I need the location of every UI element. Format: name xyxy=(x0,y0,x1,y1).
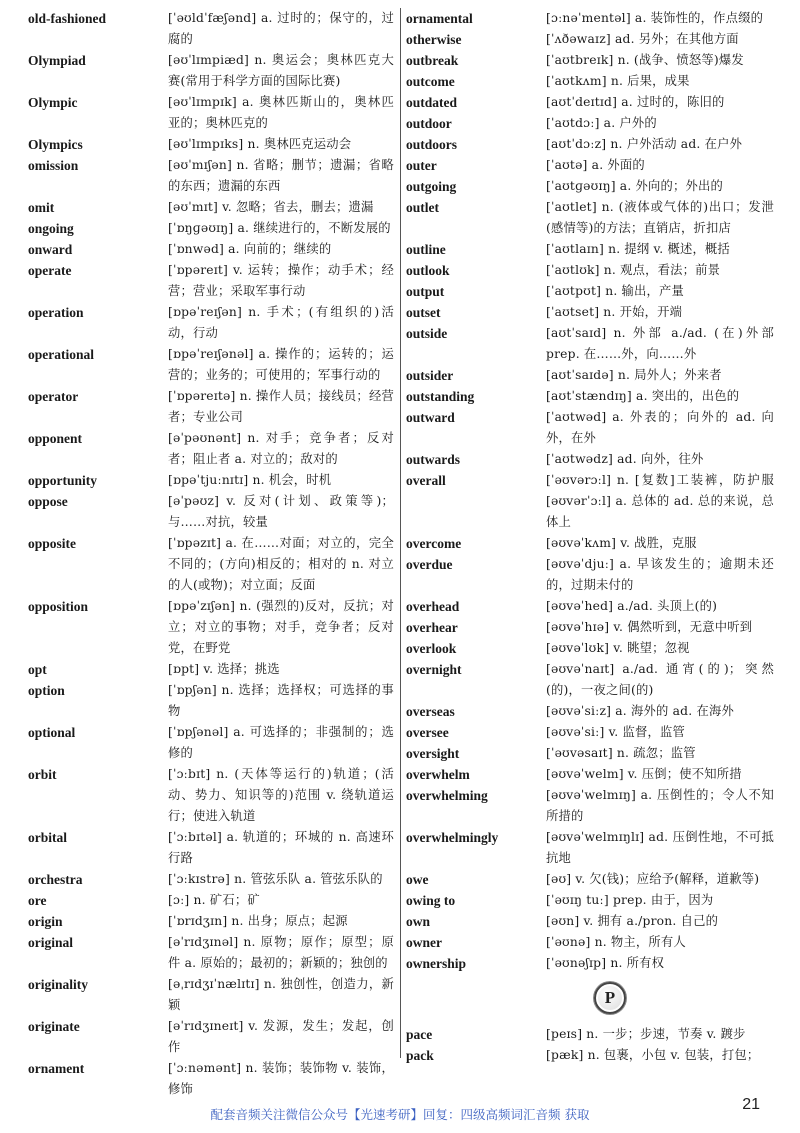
definition: [əˌrɪdʒɪˈnælɪtɪ] n. 独创性，创造力，新颖 xyxy=(168,977,394,1012)
dictionary-entry xyxy=(406,701,774,722)
headword: overwhelmingly xyxy=(406,830,499,845)
dictionary-entry xyxy=(406,197,774,239)
definition: [ɒpəˈtjuːnɪtɪ] n. 机会，时机 xyxy=(168,473,332,487)
headword: orchestra xyxy=(28,872,83,887)
headword: operation xyxy=(28,305,84,320)
definition: [ˈʌðəwaɪz] ad. 另外；在其他方面 xyxy=(546,32,739,46)
definition: [aʊtˈdɔːz] n. 户外活动 ad. 在户外 xyxy=(546,137,743,151)
dictionary-entry xyxy=(28,428,394,470)
headword: output xyxy=(406,284,445,299)
definition: [ˈaʊtpʊt] n. 输出，产量 xyxy=(546,284,685,298)
headword: outdated xyxy=(406,95,458,110)
dictionary-entry xyxy=(406,932,774,953)
definition: [ɒpəˈreɪʃən] n. 手术；(有组织的)活动，行动 xyxy=(168,305,394,340)
dictionary-entry xyxy=(406,722,774,743)
definition: [əʊˈlɪmpiæd] n. 奥运会；奥林匹克大赛(常用于科学方面的国际比赛) xyxy=(168,53,394,88)
dictionary-entry xyxy=(28,470,394,491)
definition: [əʊvəˈwelmɪŋ] a. 压倒性的；令人不知所措的 xyxy=(546,788,774,823)
definition: [əʊvəˈhed] a./ad. 头顶上(的) xyxy=(546,599,718,613)
dictionary-entry xyxy=(28,764,394,827)
definition: [ˈəʊɪŋ tuː] prep. 由于，因为 xyxy=(546,893,714,907)
headword: originate xyxy=(28,1019,80,1034)
definition: [ˈəʊldˈfæʃənd] a. 过时的；保守的，过腐的 xyxy=(168,11,394,46)
dictionary-entry xyxy=(28,50,394,92)
section-letter-badge: P xyxy=(594,982,626,1014)
headword: outward xyxy=(406,410,455,425)
definition: [əʊˈmɪʃən] n. 省略；删节；遗漏；省略的东西；遗漏的东西 xyxy=(168,158,394,193)
headword: outgoing xyxy=(406,179,457,194)
definition: [əʊvəˈsiː] v. 监督，监管 xyxy=(546,725,685,739)
dictionary-entry xyxy=(28,869,394,890)
headword: opponent xyxy=(28,431,83,446)
definition: [ˈaʊtə] a. 外面的 xyxy=(546,158,645,172)
definition: [əʊvəˈnaɪt] a./ad. 通宵(的)；突然(的)，一夜之间(的) xyxy=(546,662,774,697)
definition: [ˈɒpəzɪt] a. 在……对面；对立的，完全不同的；(方向)相反的；相对的 n. 对立的人(或物)；对立面；反面 xyxy=(168,536,394,592)
headword: ornamental xyxy=(406,11,473,26)
headword: overseas xyxy=(406,704,455,719)
headword: owe xyxy=(406,872,429,887)
dictionary-entry xyxy=(406,92,774,113)
definition: [ˈaʊtlʊk] n. 观点，看法；前景 xyxy=(546,263,721,277)
dictionary-entry xyxy=(406,638,774,659)
headword: oversee xyxy=(406,725,449,740)
definition: [ˈaʊtwəd] a. 外表的；向外的 ad. 向外，在外 xyxy=(546,410,774,445)
definition: [ˈɒpəreɪt] v. 运转；操作；动手术；经营；营业；采取军事行动 xyxy=(168,263,394,298)
definition: [əˈrɪdʒɪnəl] n. 原物；原作；原型；原件 a. 原始的；最初的；新颖的；独创的 xyxy=(168,935,394,970)
dictionary-entry xyxy=(406,8,774,29)
headword: overnight xyxy=(406,662,462,677)
definition: [ɒpt] v. 选择；挑选 xyxy=(168,662,280,676)
dictionary-entry xyxy=(406,323,774,365)
definition: [ˈaʊtwədz] ad. 向外，往外 xyxy=(546,452,704,466)
dictionary-entry xyxy=(406,743,774,764)
definition: [pæk] n. 包裹，小包 v. 包装，打包； xyxy=(546,1048,760,1062)
dictionary-entry xyxy=(28,680,394,722)
dictionary-entry xyxy=(406,239,774,260)
dictionary-entry xyxy=(28,533,394,596)
dictionary-entry xyxy=(406,113,774,134)
definition: [əʊ] v. 欠(钱)；应给予(解释，道歉等) xyxy=(546,872,760,886)
dictionary-entry xyxy=(28,386,394,428)
headword: overcome xyxy=(406,536,462,551)
dictionary-entry xyxy=(406,911,774,932)
dictionary-entry xyxy=(28,1058,394,1100)
definition: [əʊvəˈkʌm] v. 战胜，克服 xyxy=(546,536,697,550)
headword: outside xyxy=(406,326,448,341)
entries-o-section xyxy=(406,8,774,974)
page-number: 21 xyxy=(742,1096,760,1113)
definition: [ˈɔːbɪtəl] a. 轨道的；环城的 n. 高速环行路 xyxy=(168,830,394,865)
dictionary-entry xyxy=(406,659,774,701)
dictionary-entry xyxy=(28,197,394,218)
dictionary-entry xyxy=(406,386,774,407)
dictionary-entry xyxy=(406,176,774,197)
headword: outlook xyxy=(406,263,450,278)
definition: [ˈəʊnəʃɪp] n. 所有权 xyxy=(546,956,665,970)
definition: [ˈɒpʃənəl] a. 可选择的；非强制的；选修的 xyxy=(168,725,394,760)
column-divider xyxy=(400,8,401,1058)
definition: [ɒpəˈreɪʃənəl] a. 操作的；运转的；运营的；业务的；可使用的；军事行动的 xyxy=(168,347,394,382)
headword: outcome xyxy=(406,74,455,89)
definition: [aʊtˈsaɪdə] n. 局外人；外来者 xyxy=(546,368,722,382)
headword: ornament xyxy=(28,1061,85,1076)
definition: [peɪs] n. 一步；步速，节奏 v. 踱步 xyxy=(546,1027,746,1041)
definition: [aʊtˈdeɪtɪd] a. 过时的，陈旧的 xyxy=(546,95,725,109)
definition: [əʊvəˈdjuː] a. 早该发生的；逾期未还的，过期未付的 xyxy=(546,557,774,592)
dictionary-entry xyxy=(28,890,394,911)
headword: overall xyxy=(406,473,446,488)
definition: [əʊvəˈlʊk] v. 眺望；忽视 xyxy=(546,641,690,655)
definition: [ɒpəˈzɪʃən] n. (强烈的)反对，反抗；对立；对立的事物；对手，竞争者；反对党，在野党 xyxy=(168,599,394,655)
headword: ore xyxy=(28,893,47,908)
dictionary-entry xyxy=(28,827,394,869)
dictionary-entry xyxy=(406,533,774,554)
headword: option xyxy=(28,683,65,698)
dictionary-entry xyxy=(406,617,774,638)
left-column xyxy=(28,8,394,1100)
dictionary-entry xyxy=(28,911,394,932)
headword: operator xyxy=(28,389,79,404)
headword: omit xyxy=(28,200,55,215)
definition: [əʊˈmɪt] v. 忽略；省去，删去；遗漏 xyxy=(168,200,374,214)
dictionary-entry xyxy=(406,134,774,155)
headword: pace xyxy=(406,1027,433,1042)
headword: original xyxy=(28,935,74,950)
headword: orbital xyxy=(28,830,67,845)
definition: [əˈpəʊz] v. 反对(计划、政策等)；与……对抗，较量 xyxy=(168,494,394,529)
dictionary-entry xyxy=(406,890,774,911)
dictionary-entry xyxy=(28,239,394,260)
headword: owing to xyxy=(406,893,456,908)
dictionary-entry xyxy=(406,71,774,92)
definition: [əʊvəˈwelm] v. 压倒；使不知所措 xyxy=(546,767,742,781)
headword: Olympiad xyxy=(28,53,86,68)
headword: operational xyxy=(28,347,94,362)
definition: [aʊtˈsaɪd] n. 外部 a./ad. (在)外部 prep. 在……外，向……外 xyxy=(546,326,774,361)
definition: [ˈaʊtlet] n. (液体或气体的)出口；发泄(感情等)的方法；直销店，折扣店 xyxy=(546,200,774,235)
dictionary-entry xyxy=(28,659,394,680)
definition: [ˈaʊtbreɪk] n. (战争、愤怒等)爆发 xyxy=(546,53,744,67)
dictionary-entry xyxy=(28,1016,394,1058)
dictionary-entry xyxy=(406,50,774,71)
headword: otherwise xyxy=(406,32,462,47)
definition: [ˈəʊvəsaɪt] n. 疏忽；监管 xyxy=(546,746,696,760)
headword: ongoing xyxy=(28,221,74,236)
definition: [ˈaʊtdɔː] a. 户外的 xyxy=(546,116,657,130)
dictionary-entry xyxy=(28,722,394,764)
headword: outwards xyxy=(406,452,461,467)
headword: Olympic xyxy=(28,95,78,110)
definition: [ˈɒpʃən] n. 选择；选择权；可选择的事物 xyxy=(168,683,394,718)
definition: [əʊn] v. 拥有 a./pron. 自己的 xyxy=(546,914,719,928)
dictionary-entry xyxy=(28,302,394,344)
dictionary-entry xyxy=(406,407,774,449)
dictionary-entry xyxy=(406,785,774,827)
dictionary-entry xyxy=(406,365,774,386)
dictionary-entry xyxy=(28,932,394,974)
dictionary-entry xyxy=(406,554,774,596)
definition: [ˈaʊtɡəʊɪŋ] a. 外向的；外出的 xyxy=(546,179,724,193)
dictionary-entry xyxy=(406,1024,774,1045)
headword: ownership xyxy=(406,956,467,971)
definition: [əʊvəˈhɪə] v. 偶然听到，无意中听到 xyxy=(546,620,753,634)
headword: opposite xyxy=(28,536,77,551)
dictionary-entry xyxy=(28,8,394,50)
headword: overwhelming xyxy=(406,788,488,803)
headword: overlook xyxy=(406,641,457,656)
headword: onward xyxy=(28,242,73,257)
definition: [əʊˈlɪmpɪk] a. 奥林匹斯山的，奥林匹亚的；奥林匹克的 xyxy=(168,95,394,130)
definition: [ˈəʊvərɔːl] n. [复数]工装裤，防护服 [əʊvərˈɔːl] a. 总体的 ad. 总的来说，总体上 xyxy=(546,473,774,529)
dictionary-entry xyxy=(406,470,774,533)
definition: [ˈɔːkɪstrə] n. 管弦乐队 a. 管弦乐队的 xyxy=(168,872,383,886)
headword: outer xyxy=(406,158,437,173)
headword: overhear xyxy=(406,620,458,635)
definition: [ˈɒnwəd] a. 向前的；继续的 xyxy=(168,242,332,256)
headword: outsider xyxy=(406,368,454,383)
definition: [ˈəʊnə] n. 物主，所有人 xyxy=(546,935,686,949)
dictionary-entry xyxy=(28,344,394,386)
dictionary-entry xyxy=(28,974,394,1016)
headword: optional xyxy=(28,725,76,740)
headword: owner xyxy=(406,935,442,950)
headword: own xyxy=(406,914,431,929)
dictionary-entry xyxy=(28,260,394,302)
definition: [əˈrɪdʒɪneɪt] v. 发源，发生；发起，创作 xyxy=(168,1019,394,1054)
definition: [ˈaʊtkʌm] n. 后果，成果 xyxy=(546,74,690,88)
headword: overdue xyxy=(406,557,453,572)
headword: Olympics xyxy=(28,137,83,152)
headword: opt xyxy=(28,662,47,677)
headword: pack xyxy=(406,1048,434,1063)
dictionary-entry xyxy=(406,155,774,176)
headword: outlet xyxy=(406,200,439,215)
definition: [əˈpəʊnənt] n. 对手；竞争者；反对者；阻止者 a. 对立的；敌对的 xyxy=(168,431,394,466)
dictionary-entry xyxy=(28,134,394,155)
headword: orbit xyxy=(28,767,57,782)
definition: [əʊvəˈwelmɪŋlɪ] ad. 压倒性地，不可抵抗地 xyxy=(546,830,774,865)
entries-p-section xyxy=(406,1024,774,1066)
headword: old-fashioned xyxy=(28,11,107,26)
dictionary-entry xyxy=(28,218,394,239)
definition: [aʊtˈstændɪŋ] a. 突出的，出色的 xyxy=(546,389,740,403)
definition: [ˈɒpəreɪtə] n. 操作人员；接线员；经营者；专业公司 xyxy=(168,389,394,424)
headword: overhead xyxy=(406,599,460,614)
headword: origin xyxy=(28,914,63,929)
headword: opportunity xyxy=(28,473,98,488)
section-header xyxy=(406,974,774,1024)
footer-note: 配套音频关注微信公众号【光速考研】回复：四级高频词汇音频 获取 xyxy=(210,1107,590,1122)
definition: [ˈɔːnəmənt] n. 装饰；装饰物 v. 装饰，修饰 xyxy=(168,1061,394,1096)
headword: outdoor xyxy=(406,116,452,131)
headword: oppose xyxy=(28,494,68,509)
dictionary-entry xyxy=(406,827,774,869)
dictionary-entry xyxy=(406,449,774,470)
definition: [əʊˈlɪmpɪks] n. 奥林匹克运动会 xyxy=(168,137,352,151)
headword: operate xyxy=(28,263,72,278)
headword: oversight xyxy=(406,746,460,761)
definition: [ˈɒŋɡəʊɪŋ] a. 继续进行的，不断发展的 xyxy=(168,221,391,235)
definition: [ˈaʊtlaɪn] n. 提纲 v. 概述，概括 xyxy=(546,242,730,256)
definition: [ˈaʊtset] n. 开始，开端 xyxy=(546,305,683,319)
headword: overwhelm xyxy=(406,767,470,782)
definition: [ɔːnəˈmentəl] a. 装饰性的，作点缀的 xyxy=(546,11,764,25)
dictionary-entry xyxy=(28,92,394,134)
headword: outstanding xyxy=(406,389,475,404)
headword: outline xyxy=(406,242,446,257)
dictionary-entry xyxy=(28,155,394,197)
definition: [əʊvəˈsiːz] a. 海外的 ad. 在海外 xyxy=(546,704,734,718)
dictionary-entry xyxy=(406,260,774,281)
dictionary-entry xyxy=(28,491,394,533)
headword: outbreak xyxy=(406,53,459,68)
definition: [ˈɔːbɪt] n. (天体等运行的)轨道；(活动、势力、知识等的)范围 v. 绕轨道运行；使进入轨道 xyxy=(168,767,394,823)
dictionary-entry xyxy=(406,29,774,50)
dictionary-entry xyxy=(406,869,774,890)
headword: originality xyxy=(28,977,88,992)
dictionary-entry xyxy=(406,1045,774,1066)
dictionary-entry xyxy=(406,764,774,785)
right-column xyxy=(406,8,774,1066)
headword: outdoors xyxy=(406,137,458,152)
dictionary-entry xyxy=(28,596,394,659)
dictionary-entry xyxy=(406,302,774,323)
definition: [ɔː] n. 矿石；矿 xyxy=(168,893,260,907)
headword: omission xyxy=(28,158,79,173)
headword: outset xyxy=(406,305,441,320)
dictionary-entry xyxy=(406,953,774,974)
dictionary-entry xyxy=(406,281,774,302)
headword: opposition xyxy=(28,599,89,614)
dictionary-entry xyxy=(406,596,774,617)
definition: [ˈɒrɪdʒɪn] n. 出身；原点；起源 xyxy=(168,914,348,928)
